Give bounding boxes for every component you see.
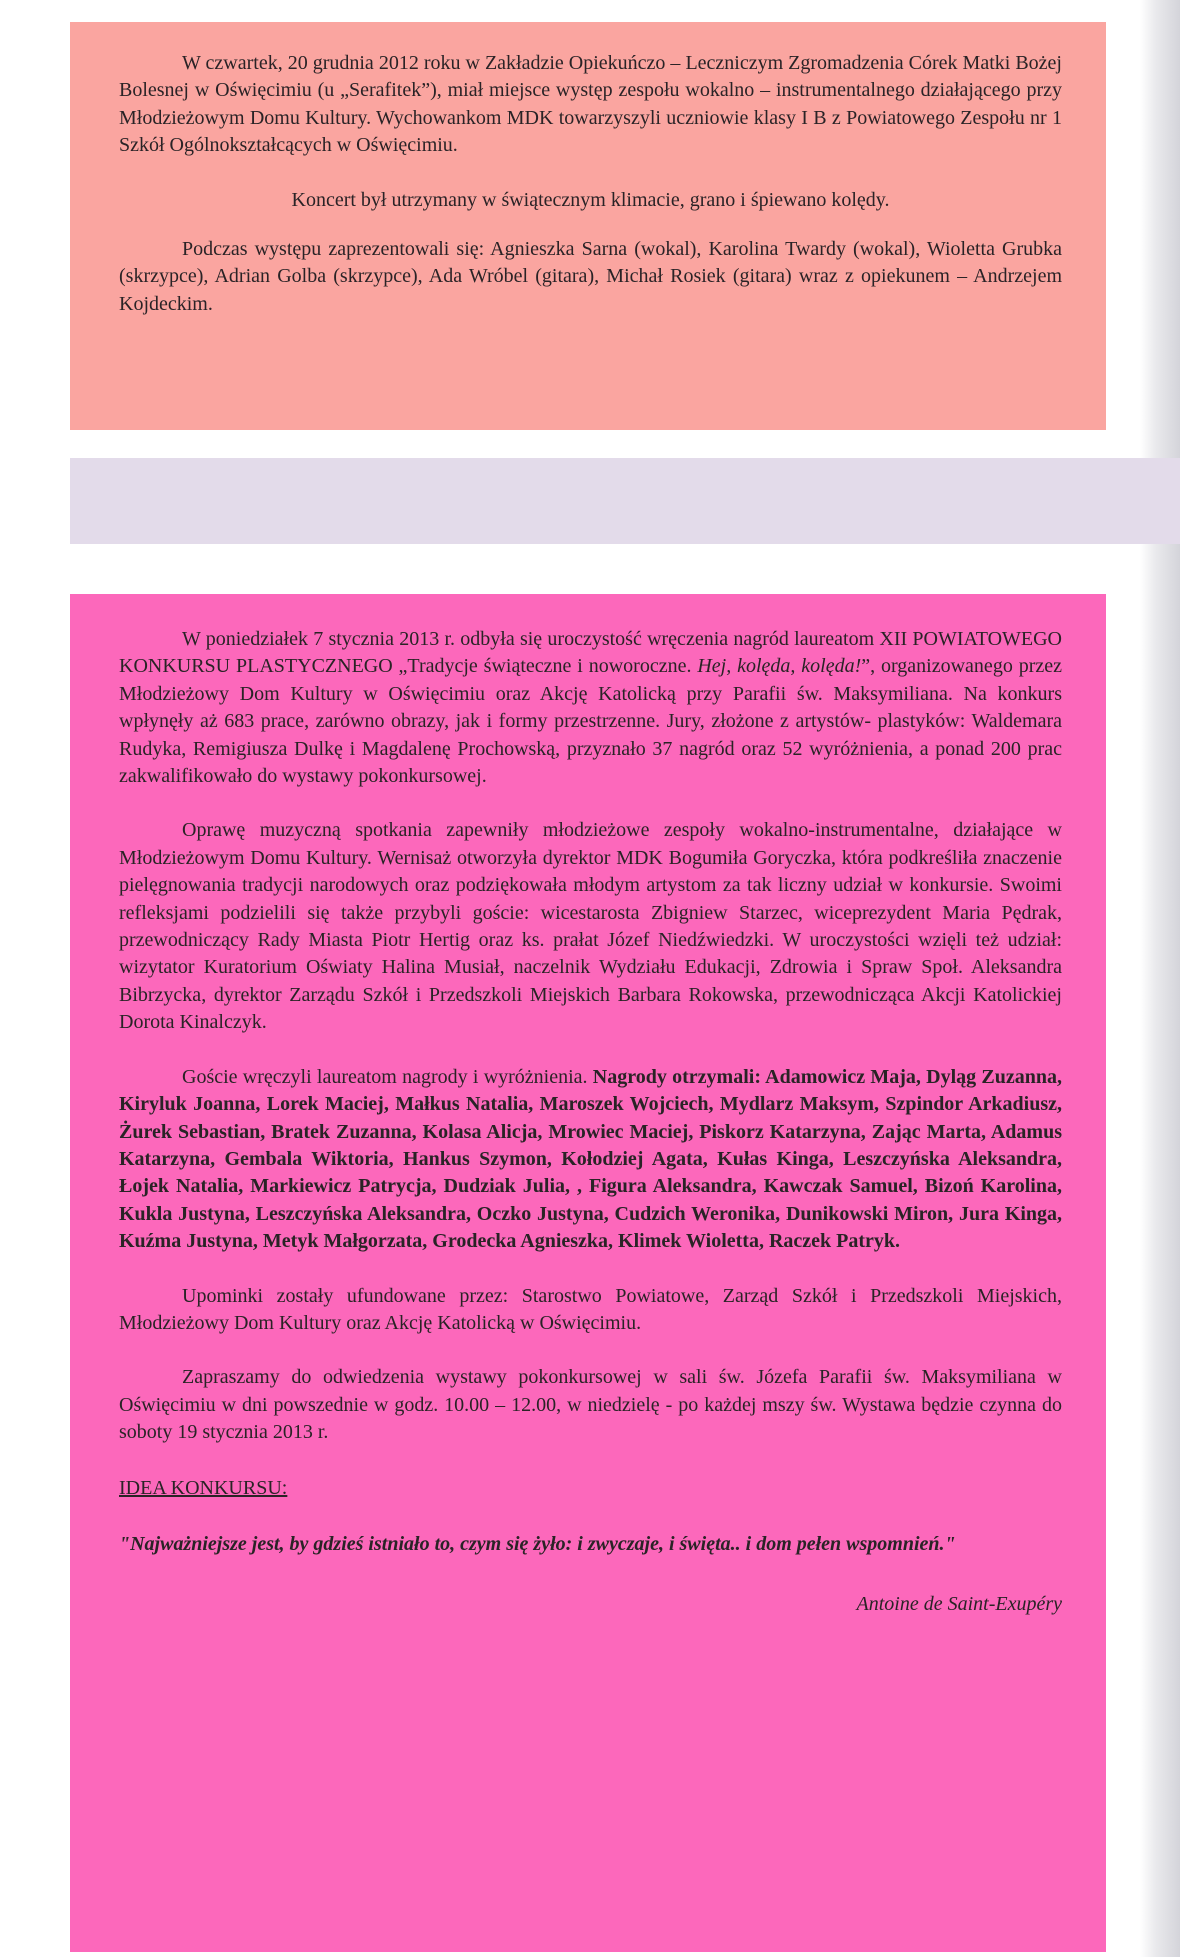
contest-article-panel: [70, 594, 1106, 1952]
contest-paragraph-3: [119, 1064, 1062, 1256]
contest-paragraph-1: [119, 626, 1062, 790]
concert-paragraph-3: Podczas występu zaprezentowali się: Agnieszka Sarna (wokal), Karolina Twardy (wokal), Wioletta Grubka (skrzypce), Adrian Golba (skrzypce), Ada Wróbel (gitara), Michał Rosiek (gitara) wraz z opiekunem – Andrzejem Kojdeckim.: [119, 238, 1062, 315]
contest-p3-text: Goście wręczyli laureatom nagrody i wyróżnienia.: [182, 1065, 593, 1088]
idea-heading: IDEA KONKURSU:: [119, 1476, 288, 1499]
laureates-list: Nagrody otrzymali: Adamowicz Maja, Dyląg Zuzanna, Kiryluk Joanna, Lorek Maciej, Małkus Natalia, Maroszek Wojciech, Mydlarz Maksym, Szpindor Arkadiusz, Żurek Sebastian, Bratek Zuzanna, Kolasa Alicja, Mrowiec Maciej, Piskorz Katarzyna, Zając Marta, Adamus Katarzyna, Gembala Wiktoria, Hankus Szymon, Kołodziej Agata, Kułas Kinga, Leszczyńska Aleksandra, Łojek Natalia, Markiewicz Patrycja, Dudziak Julia, , Figura Aleksandra, Kawczak Samuel, Bizoń Karolina, Kukla Justyna, Leszczyńska Aleksandra, Oczko Justyna, Cudzich Weronika, Dunikowski Miron, Jura Kinga, Kuźma Justyna, Metyk Małgorzata, Grodecka Agnieszka, Klimek Wioletta, Raczek Patryk.: [119, 1065, 1062, 1253]
quote-author: Antoine de Saint-Exupéry: [856, 1593, 1062, 1616]
concert-paragraph-2: Koncert był utrzymany w świątecznym klimacie, grano i śpiewano kolędy.: [291, 188, 890, 211]
page-edge: [1140, 0, 1180, 1957]
concert-article-panel: [70, 22, 1106, 430]
separator-band: [70, 458, 1180, 544]
contest-p1-italic: Hej, kolęda, kolęda!: [697, 655, 862, 678]
contest-paragraph-2: Oprawę muzyczną spotkania zapewniły młodzieżowe zespoły wokalno-instrumentalne, działające w Młodzieżowym Domu Kultury. Wernisaż otworzyła dyrektor MDK Bogumiła Goryczka, która podkreśliła znaczenie pielęgnowania tradycji narodowych oraz podziękowała młodym artystom za tak liczny udział w konkursie. Swoimi refleksjami podzielili się także przybyli goście: wicestarosta Zbigniew Starzec, wiceprezydent Maria Pędrak, przewodniczący Rady Miasta Piotr Hertig oraz ks. prałat Józef Niedźwiedzki. W uroczystości wzięli też udział: wizytator Kuratorium Oświaty Halina Musiał, naczelnik Wydziału Edukacji, Zdrowia i Spraw Społ. Aleksandra Bibrzycka, dyrektor Zarządu Szkół i Przedszkoli Miejskich Barbara Rokowska, przewodnicząca Akcji Katolickiej Dorota Kinalczyk.: [119, 819, 1062, 1034]
quote-text: "Najważniejsze jest, by gdzieś istniało to, czym się żyło: i zwyczaje, i święta.. i dom pełen wspomnień.": [119, 1532, 956, 1555]
concert-paragraph-1: W czwartek, 20 grudnia 2012 roku w Zakładzie Opiekuńczo – Leczniczym Zgromadzenia Córek Matki Bożej Bolesnej w Oświęcimiu (u „Serafitek”), miał miejsce występ zespołu wokalno – instrumentalnego działającego przy Młodzieżowym Domu Kultury. Wychowankom MDK towarzyszyli uczniowie klasy I B z Powiatowego Zespołu nr 1 Szkół Ogólnokształcących w Oświęcimiu.: [119, 52, 1062, 157]
contest-p1-text: W poniedziałek 7 stycznia 2013 r. odbyła się uroczystość wręczenia nagród laureatom XII POWIATOWEGO KONKURSU PLASTYCZNEGO „Tradycje świąteczne i noworoczne.: [119, 628, 1062, 678]
contest-paragraph-5: Zapraszamy do odwiedzenia wystawy pokonkursowej w sali św. Józefa Parafii św. Maksymiliana w Oświęcimiu w dni powszednie w godz. 10.00 – 12.00, w niedzielę - po każdej mszy św. Wystawa będzie czynna do soboty 19 stycznia 2013 r.: [119, 1366, 1062, 1444]
contest-p1-text-end: ”, organizowanego przez Młodzieżowy Dom Kultury w Oświęcimiu oraz Akcję Katolicką przy Parafii św. Maksymiliana. Na konkurs wpłynęły aż 683 prace, zarówno obrazy, jak i formy przestrzenne. Jury, złożone z artystów- plastyków: Waldemara Rudyka, Remigiusza Dulkę i Magdalenę Prochowską, przyznało 37 nagród oraz 52 wyróżnienia, a ponad 200 prac zakwalifikowało do wystawy pokonkursowej.: [119, 655, 1062, 788]
contest-paragraph-4: Upominki zostały ufundowane przez: Starostwo Powiatowe, Zarząd Szkół i Przedszkoli Miejskich, Młodzieżowy Dom Kultury oraz Akcję Katolicką w Oświęcimiu.: [119, 1284, 1062, 1334]
